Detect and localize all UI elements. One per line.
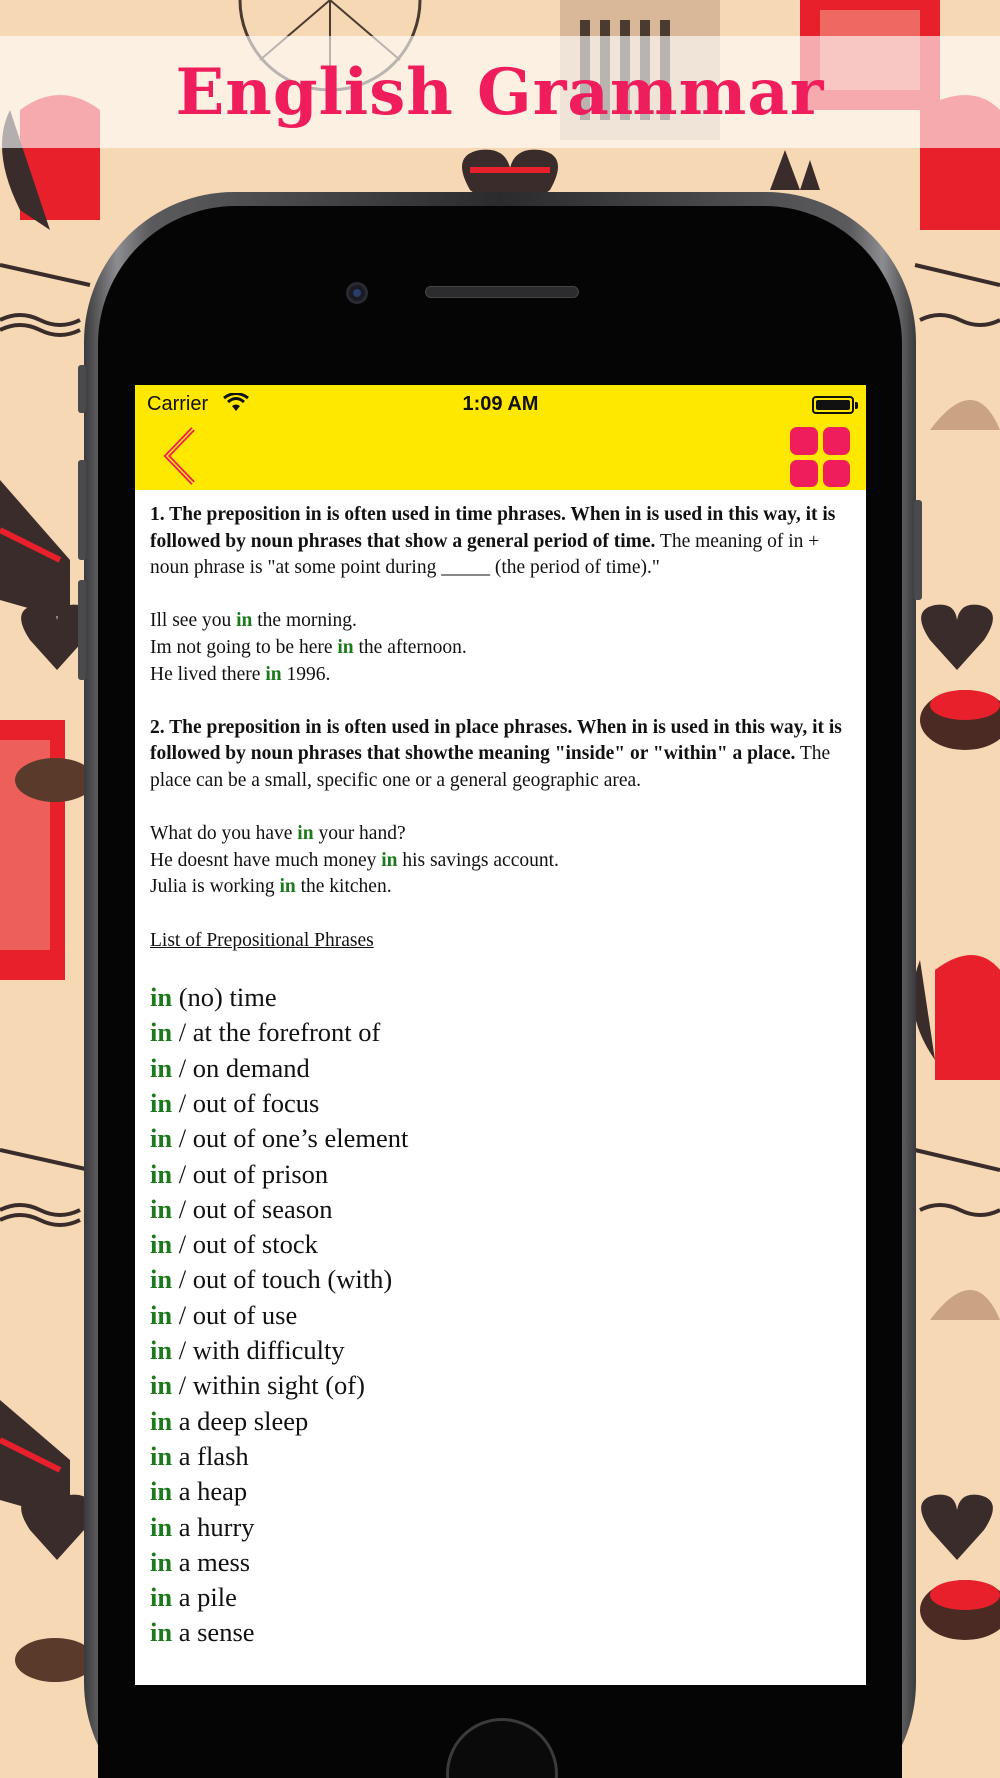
- grid-icon: [790, 427, 818, 455]
- power-button: [914, 500, 922, 600]
- phrase-item: [150, 1333, 850, 1368]
- phrase-item: [150, 1580, 850, 1615]
- sentence-text: a mess: [172, 1546, 251, 1577]
- sentence-text: / with difficulty: [172, 1335, 345, 1366]
- sentence-text: / out of prison: [172, 1158, 329, 1189]
- sentence-text: a heap: [172, 1476, 248, 1507]
- phrase-item: [150, 1545, 850, 1580]
- status-time: 1:09 AM: [462, 393, 539, 415]
- sentence-text: What do you have: [150, 823, 298, 845]
- example-sentence: [150, 848, 850, 875]
- phrase-item: [150, 1615, 850, 1650]
- phrase-item: [150, 1121, 850, 1156]
- section-1-heading: 1. The preposition in is often used in time phrases. When in is used in this way, it is followed by noun phrases that show a general period of time.: [150, 504, 836, 552]
- keyword-in: in: [150, 1158, 173, 1189]
- phrase-item: [150, 1262, 850, 1297]
- app-screen: [135, 385, 866, 1685]
- keyword-in: in: [279, 876, 296, 898]
- phrase-item: [150, 1298, 850, 1333]
- keyword-in: in: [150, 1546, 173, 1577]
- keyword-in: in: [150, 1476, 173, 1507]
- sentence-text: / out of one’s element: [172, 1123, 409, 1154]
- keyword-in: in: [150, 1017, 173, 1048]
- keyword-in: in: [150, 1582, 173, 1613]
- phrase-item: [150, 1404, 850, 1439]
- keyword-in: in: [150, 1335, 173, 1366]
- volume-up-button: [78, 460, 86, 560]
- menu-grid-button[interactable]: [790, 427, 850, 487]
- phrase-item: [150, 1051, 850, 1086]
- phrase-list: [150, 980, 850, 1651]
- keyword-in: in: [150, 1405, 173, 1436]
- keyword-in: in: [265, 663, 282, 685]
- keyword-in: in: [150, 1087, 173, 1118]
- sentence-text: Julia is working: [150, 876, 280, 898]
- title-banner: [0, 36, 1000, 148]
- sentence-text: a sense: [172, 1617, 255, 1648]
- keyword-in: in: [150, 1617, 173, 1648]
- sentence-text: He lived there: [150, 663, 266, 685]
- sentence-text: your hand?: [313, 823, 406, 845]
- front-camera: [346, 282, 368, 304]
- volume-down-button: [78, 580, 86, 680]
- sentence-text: Ill see you: [150, 610, 237, 632]
- grid-icon: [790, 460, 818, 488]
- sentence-text: He doesnt have much money: [150, 849, 382, 871]
- keyword-in: in: [150, 1264, 173, 1295]
- example-sentence: [150, 821, 850, 848]
- grid-icon: [823, 427, 851, 455]
- sentence-text: 1996.: [281, 663, 331, 685]
- keyword-in: in: [150, 1123, 173, 1154]
- section-2-heading: 2. The preposition in is often used in place phrases. When in is used in this way, it is followed by noun phrases that showthe meaning "inside" or "within" a place.: [150, 716, 842, 765]
- sentence-text: a flash: [172, 1440, 249, 1471]
- sentence-text: / out of touch (with): [172, 1264, 393, 1295]
- example-sentence: [150, 608, 850, 635]
- sentence-text: (no) time: [172, 982, 277, 1013]
- chevron-left-icon: [157, 423, 205, 487]
- phrase-item: [150, 1015, 850, 1050]
- keyword-in: in: [150, 1440, 173, 1471]
- grid-icon: [823, 460, 851, 488]
- section-2-text: The place can be a small, specific one or a general geographic area.: [150, 743, 831, 791]
- sentence-text: a pile: [172, 1582, 237, 1613]
- back-button[interactable]: [157, 423, 205, 487]
- sentence-text: Im not going to be here: [150, 636, 338, 658]
- sentence-text: / out of use: [172, 1299, 298, 1330]
- sentence-text: / within sight (of): [172, 1370, 365, 1401]
- section-2-paragraph: [150, 715, 850, 795]
- phrase-item: [150, 1227, 850, 1262]
- carrier-label: Carrier: [147, 393, 209, 415]
- example-sentence: [150, 635, 850, 662]
- sentence-text: the morning.: [252, 610, 357, 632]
- sentence-text: a deep sleep: [172, 1405, 309, 1436]
- section-1-paragraph: [150, 502, 850, 582]
- battery-icon: [812, 396, 854, 414]
- keyword-in: in: [150, 1229, 173, 1260]
- example-sentence: [150, 874, 850, 901]
- phrase-item: [150, 1192, 850, 1227]
- keyword-in: in: [236, 610, 253, 632]
- section-1-text: The meaning of in + noun phrase is "at some point during _____ (the period of time).": [150, 530, 820, 579]
- keyword-in: in: [381, 849, 398, 871]
- sentence-text: the kitchen.: [295, 876, 392, 898]
- keyword-in: in: [297, 823, 314, 845]
- keyword-in: in: [150, 1370, 173, 1401]
- mute-switch: [78, 365, 86, 413]
- keyword-in: in: [150, 982, 173, 1013]
- keyword-in: in: [337, 636, 354, 658]
- phrase-item: [150, 1439, 850, 1474]
- phrase-item: [150, 1474, 850, 1509]
- sentence-text: / on demand: [172, 1052, 310, 1083]
- phrase-item: [150, 1510, 850, 1545]
- sentence-text: / out of season: [172, 1193, 333, 1224]
- sentence-text: / at the forefront of: [172, 1017, 381, 1048]
- lesson-content: [150, 502, 850, 1651]
- nav-bar: [135, 423, 866, 490]
- status-bar: [135, 385, 866, 423]
- example-sentence: [150, 662, 850, 689]
- sentence-text: a hurry: [172, 1511, 255, 1542]
- examples-place: [150, 821, 850, 901]
- phrase-item: [150, 1368, 850, 1403]
- keyword-in: in: [150, 1299, 173, 1330]
- sentence-text: the afternoon.: [353, 636, 467, 658]
- app-title: English Grammar: [175, 54, 825, 130]
- keyword-in: in: [150, 1052, 173, 1083]
- earpiece-speaker: [425, 286, 579, 298]
- sentence-text: his savings account.: [397, 849, 559, 871]
- phrase-item: [150, 980, 850, 1015]
- sentence-text: / out of focus: [172, 1087, 320, 1118]
- keyword-in: in: [150, 1193, 173, 1224]
- keyword-in: in: [150, 1511, 173, 1542]
- phrase-item: [150, 1157, 850, 1192]
- examples-time: [150, 608, 850, 688]
- sentence-text: / out of stock: [172, 1229, 318, 1260]
- list-heading: List of Prepositional Phrases: [150, 929, 374, 951]
- phrase-item: [150, 1086, 850, 1121]
